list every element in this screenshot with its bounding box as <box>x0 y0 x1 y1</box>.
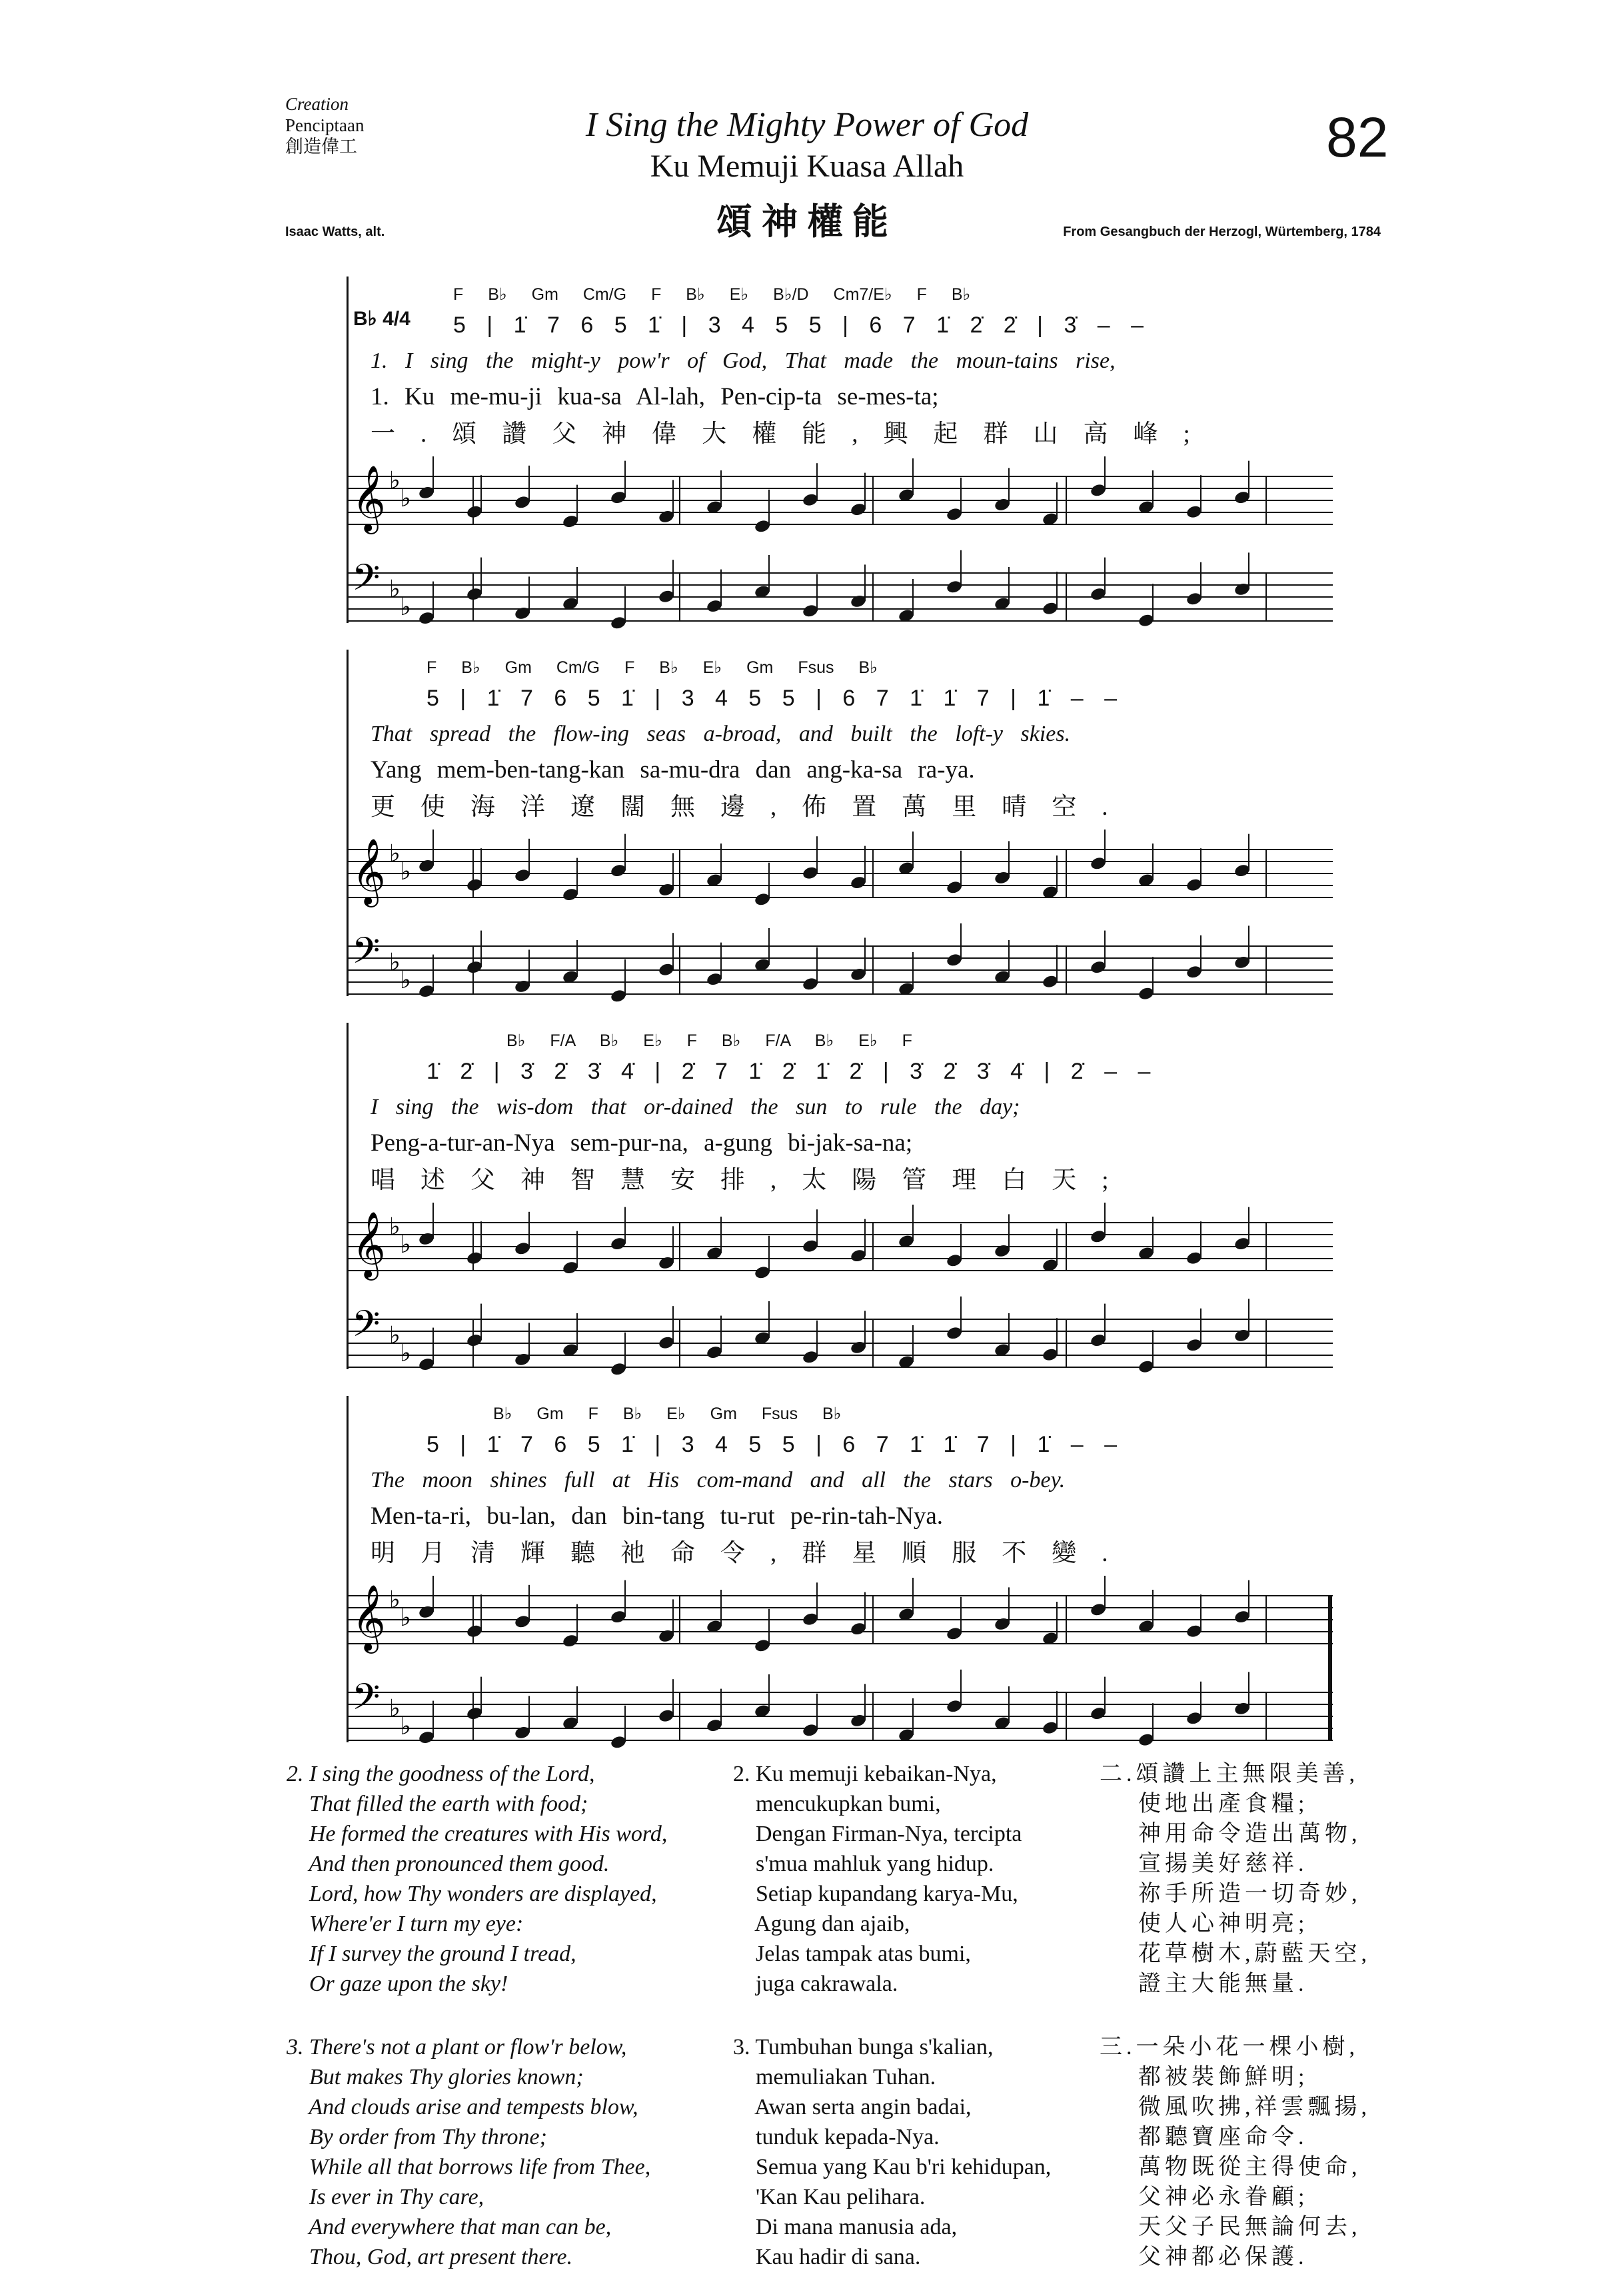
lyrics-english: That spread the flow-ing seas a-broad, and built the loft-y skies. <box>371 722 1071 746</box>
verse-2-chinese: 二.頌讚上主無限美善, 使地出產食糧; 神用命令造出萬物, 宣揚美好慈祥. 祢手所造一切奇妙, 使人心神明亮; 花草樹木,蔚藍天空, 證主大能無量. <box>1100 1762 1371 1996</box>
lyrics-english: 1. I sing the might-y pow'r of God, That made the moun-tains rise, <box>371 348 1116 373</box>
solfa-notation: 5 | 1̇ 7 6 5 1̇ | 3 4 5 5 | 6 7 1̇ 1̇ 7 | 1̇ – – <box>426 686 1118 711</box>
bass-clef-icon: 𝄢 <box>352 1676 381 1727</box>
lyrics-chinese: 一.頌讚父神偉大權能,興起群山高峰; <box>371 420 1215 448</box>
lyrics-english: I sing the wis-dom that or-dained the sun to rule the day; <box>371 1095 1020 1119</box>
verse-3-indonesian: 3. Tumbuhan bunga s'kalian, memuliakan Tuhan. Awan serta angin badai, tunduk kepada-Nya. Semua yang Kau b'ri kehidupan, 'Kan Kau pelihara. Di mana manusia ada, Kau hadir di sana. <box>733 2035 1052 2269</box>
solfa-notation: 5 | 1̇ 7 6 5 1̇ | 3 4 5 5 | 6 7 1̇ 1̇ 7 | 1̇ – – <box>426 1432 1118 1457</box>
lyrics-chinese: 唱述父神智慧安排,太陽管理白天; <box>371 1167 1134 1194</box>
flat-sign-icon: ♭ <box>400 485 411 512</box>
chord-symbols: F B♭ Gm Cm/G F B♭ E♭ Gm Fsus B♭ <box>426 658 878 677</box>
category-zh: 創造偉工 <box>285 137 357 157</box>
flat-sign-icon: ♭ <box>400 1604 411 1632</box>
flat-sign-icon: ♭ <box>400 594 411 621</box>
bass-clef-icon: 𝄢 <box>352 929 381 981</box>
staff-grand <box>347 1576 1333 1769</box>
flat-sign-icon: ♭ <box>400 967 411 994</box>
chord-symbols: B♭ Gm F B♭ E♭ Gm Fsus B♭ <box>493 1405 842 1423</box>
treble-clef-icon: 𝄞 <box>352 1584 386 1651</box>
additional-verses <box>287 1759 1419 2279</box>
chord-symbols: B♭ F/A B♭ E♭ F B♭ F/A B♭ E♭ F <box>506 1031 912 1050</box>
flat-sign-icon: ♭ <box>389 1586 401 1614</box>
bass-clef-icon: 𝄢 <box>352 556 381 608</box>
author-credit: Isaac Watts, alt. <box>285 225 385 239</box>
tune-source: From Gesangbuch der Herzogl, Würtemberg, 1784 <box>1063 225 1381 239</box>
treble-clef-icon: 𝄞 <box>352 465 386 532</box>
staff-grand <box>347 830 1333 1023</box>
lyrics-indonesian: Peng-a-tur-an-Nya sem-pur-na, a-gung bi-jak-sa-na; <box>371 1129 913 1157</box>
verse-3-english: 3. There's not a plant or flow'r below, But makes Thy glories known; And clouds arise and tempests blow, By order from Thy throne; While all that borrows life from Thee, Is ever in Thy care, And everywhere that man can be, Thou, God, art present there. <box>287 2035 651 2269</box>
lyrics-english: The moon shines full at His com-mand and all the stars o-bey. <box>371 1468 1066 1492</box>
lyrics-indonesian: Yang mem-ben-tang-kan sa-mu-dra dan ang-ka-sa ra-ya. <box>371 756 975 784</box>
treble-clef-icon: 𝄞 <box>352 1211 386 1278</box>
verse-2-english: 2. I sing the goodness of the Lord, That filled the earth with food; He formed the creatures with His word, And then pronounced them good. Lord, how Thy wonders are displayed, Where'er I turn my eye: If I survey the ground I tread, Or gaze upon the sky! <box>287 1762 668 1996</box>
flat-sign-icon: ♭ <box>389 840 401 867</box>
flat-sign-icon: ♭ <box>400 1340 411 1367</box>
flat-sign-icon: ♭ <box>389 1213 401 1241</box>
flat-sign-icon: ♭ <box>400 1231 411 1259</box>
flat-sign-icon: ♭ <box>389 576 401 603</box>
solfa-notation: 5 | 1̇ 7 6 5 1̇ | 3 4 5 5 | 6 7 1̇ 2̇ 2̇ | 3̇ – – <box>453 312 1144 338</box>
flat-sign-icon: ♭ <box>389 1695 401 1722</box>
music-system-4 <box>347 1396 1333 1769</box>
bass-clef-icon: 𝄢 <box>352 1303 381 1354</box>
verse-3-chinese: 三.一朵小花一棵小樹, 都被裝飾鮮明; 微風吹拂,祥雲飄揚, 都聽寶座命令. 萬物既從主得使命, 父神必永眷顧; 天父子民無論何去, 父神都必保護. <box>1100 2035 1371 2269</box>
title-chinese: 頌神權能 <box>716 202 898 242</box>
lyrics-chinese: 更使海洋遼闊無邊,佈置萬里晴空. <box>371 794 1134 821</box>
flat-sign-icon: ♭ <box>389 1322 401 1349</box>
lyrics-indonesian: 1. Ku me-mu-ji kua-sa Al-lah, Pen-cip-ta se-mes-ta; <box>371 383 939 410</box>
title-english: I Sing the Mighty Power of God <box>585 106 1029 144</box>
chord-symbols: F B♭ Gm Cm/G F B♭ E♭ B♭/D Cm7/E♭ F B♭ <box>453 285 971 304</box>
flat-sign-icon: ♭ <box>389 467 401 494</box>
category-en: Creation <box>285 94 349 114</box>
lyrics-indonesian: Men-ta-ri, bu-lan, dan bin-tang tu-rut pe-rin-tah-Nya. <box>371 1502 944 1530</box>
hymn-number: 82 <box>1326 106 1389 169</box>
music-system-3 <box>347 1023 1333 1396</box>
music-system-1 <box>347 277 1333 650</box>
staff-grand <box>347 1203 1333 1396</box>
solfa-notation: 1̇ 2̇ | 3̇ 2̇ 3̇ 4̇ | 2̇ 7 1̇ 2̇ 1̇ 2̇ | 3̇ 2̇ 3̇ 4̇ | 2̇ – – <box>426 1059 1151 1084</box>
flat-sign-icon: ♭ <box>389 949 401 976</box>
music-system-2 <box>347 650 1333 1023</box>
title-indonesian: Ku Memuji Kuasa Allah <box>650 149 964 184</box>
flat-sign-icon: ♭ <box>400 1713 411 1740</box>
lyrics-chinese: 明月清輝聽祂命令,群星順服不變. <box>371 1540 1134 1567</box>
flat-sign-icon: ♭ <box>400 858 411 885</box>
category-id: Penciptaan <box>285 115 365 135</box>
treble-clef-icon: 𝄞 <box>352 838 386 905</box>
staff-grand <box>347 456 1333 650</box>
verse-2-indonesian: 2. Ku memuji kebaikan-Nya, mencukupkan bumi, Dengan Firman-Nya, tercipta s'mua mahluk yang hidup. Setiap kupandang karya-Mu, Agung dan ajaib, Jelas tampak atas bumi, juga cakrawala. <box>733 1762 1022 1996</box>
key-signature: B♭ 4/4 <box>353 308 410 330</box>
